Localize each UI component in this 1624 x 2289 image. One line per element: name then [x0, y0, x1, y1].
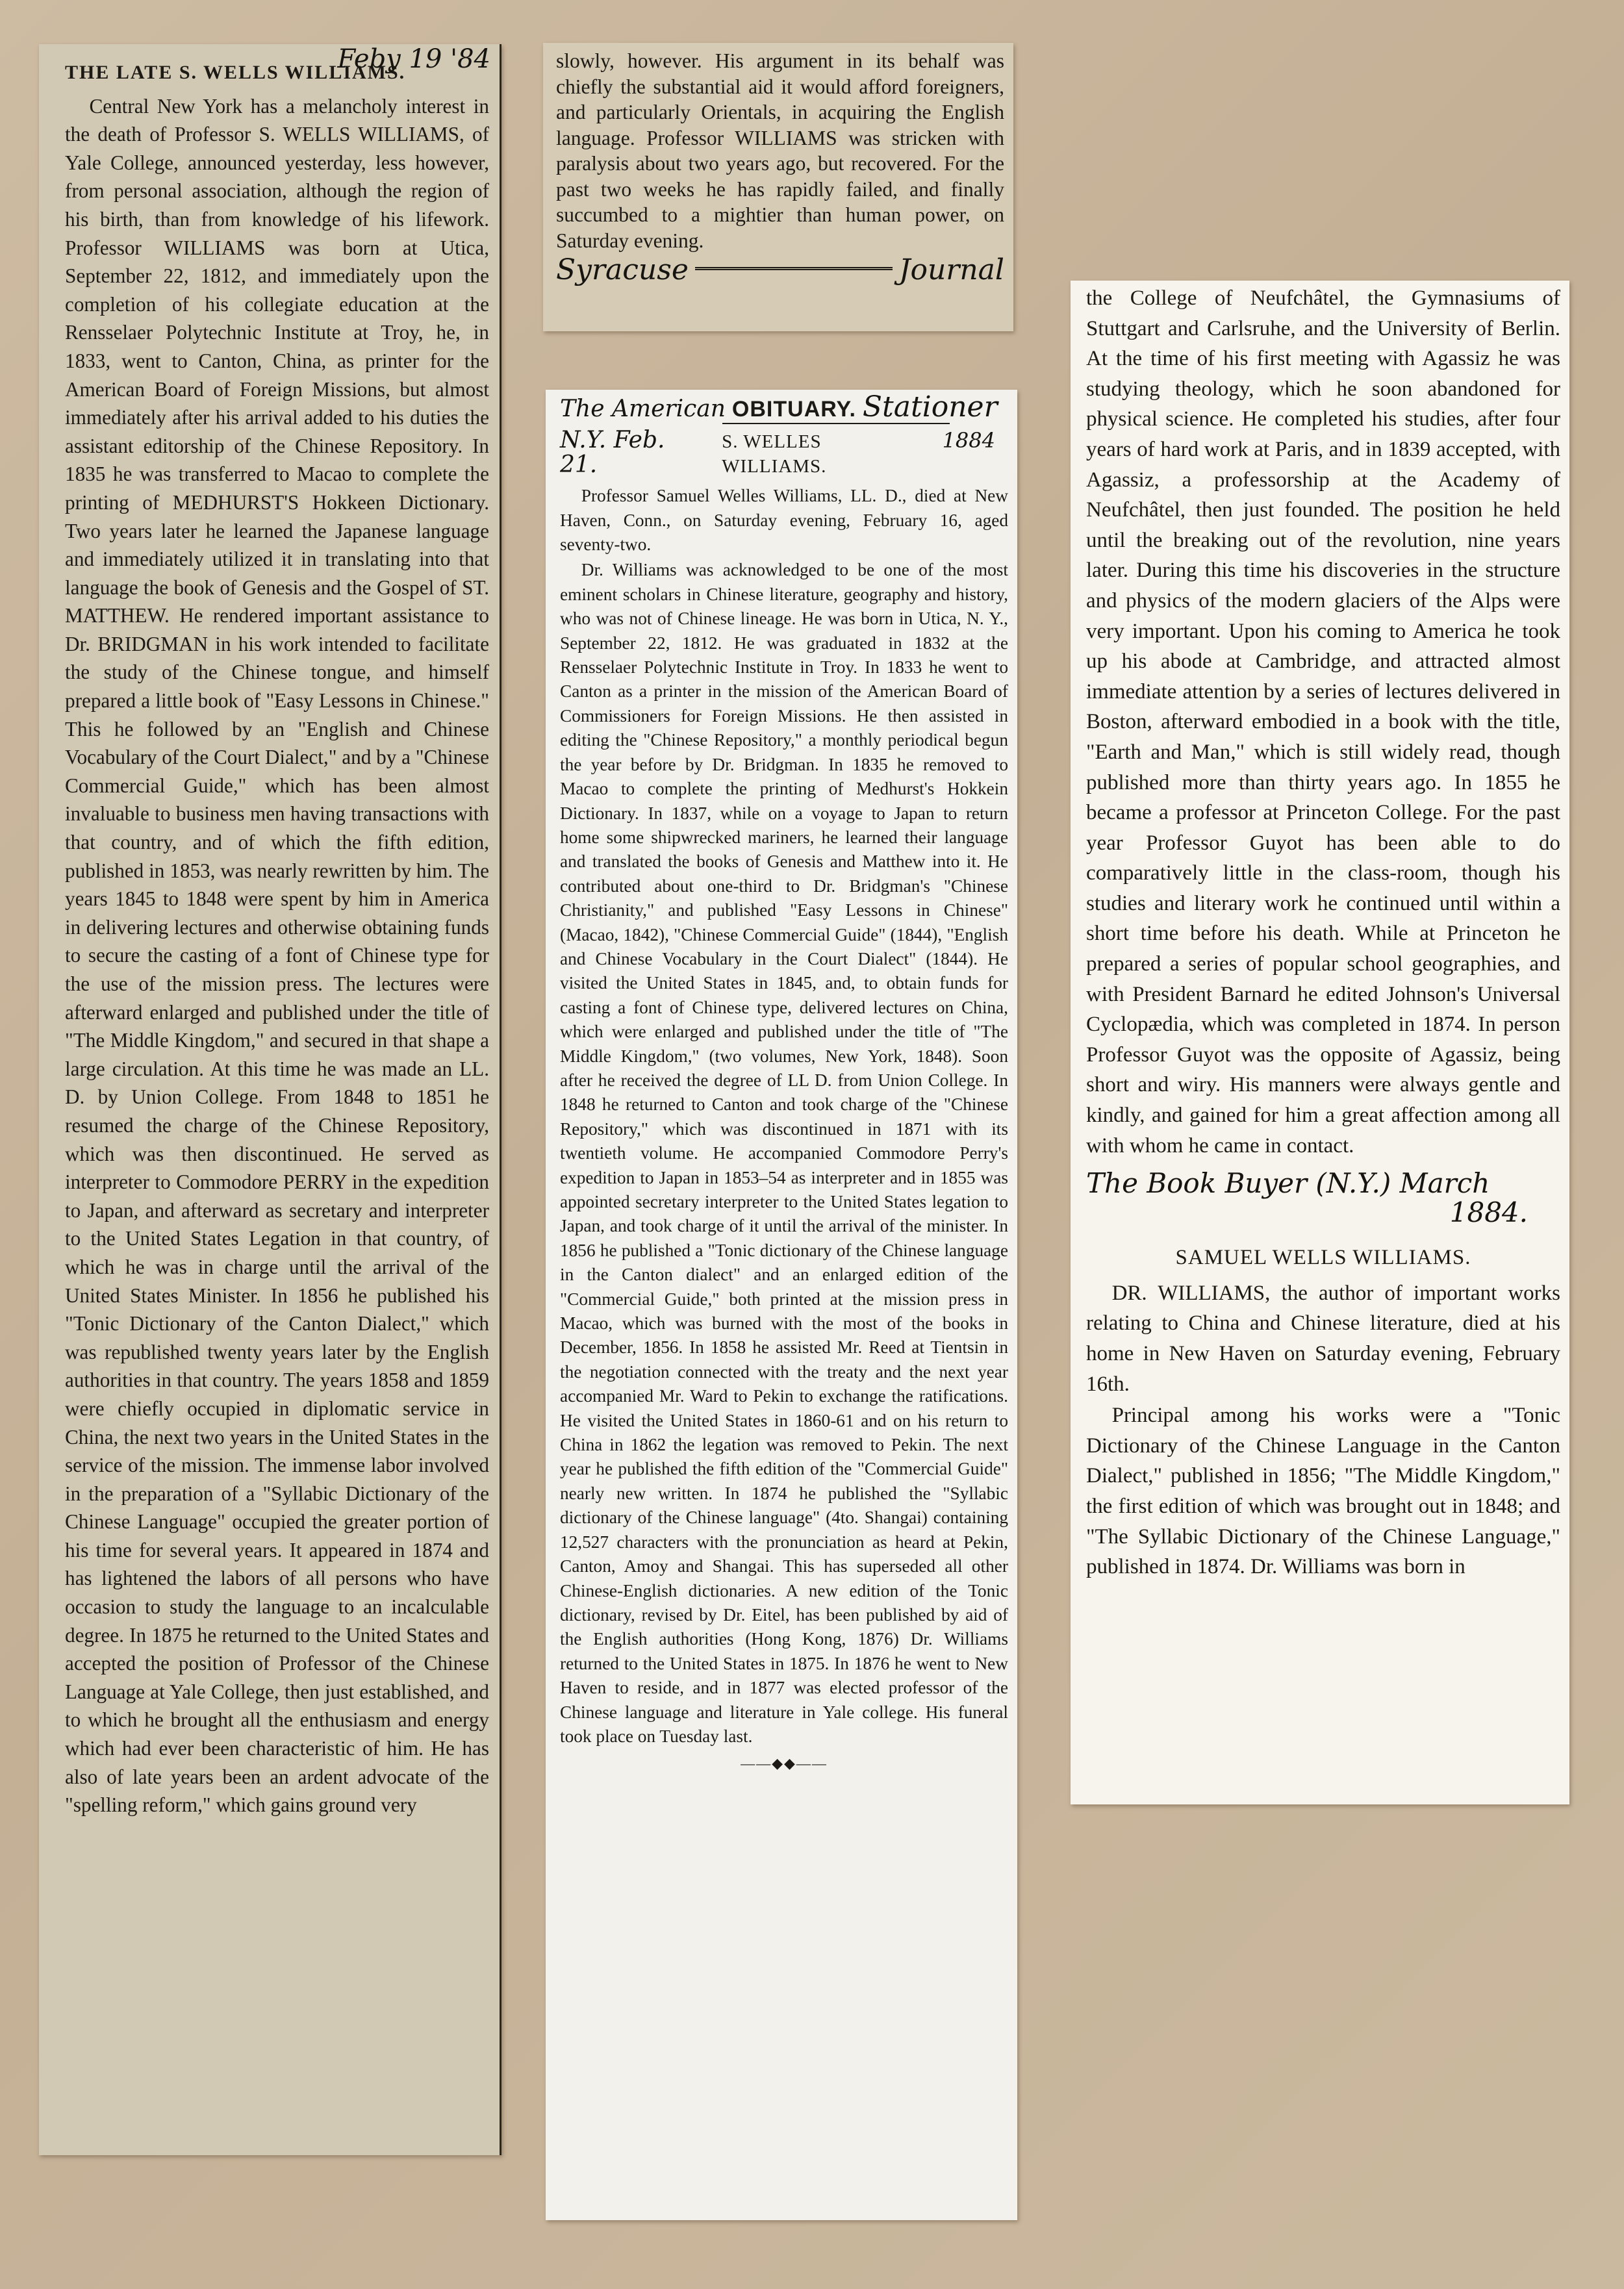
article-paragraph: Central New York has a melancholy interest in the death of Professor S. WELLS WILLIAMS, of Yale College, announced yesterday, less however, from personal association, although the region of his birth, than from knowledge of his lifework. Professor WILLIAMS was born at Utica, September 22, 1812, and immediately upon the completion of his collegiate education at the Rensselaer Polytechnic Institute at Troy, he, in 1833, went to Canton, China, as printer for the American Board of Foreign Missions, but almost immediately after his arrival added to his duties the assistant editorship of the Chinese Repository. In 1835 he was transferred to Macao to complete the printing of MEDHURST'S Hokkeen Dictionary. Two years later he learned the Japanese language and immediately utilized it in translating into that language the book of Genesis and the Gospel of ST. MATTHEW. He rendered important assistance to Dr. BRIDGMAN in his work intended to facilitate the study of the Chinese tongue, and himself prepared a little book of "Easy Lessons in Chinese." This he followed by an "English and Chinese Vocabulary of the Court Dialect," and by a "Chinese Commercial Guide," which has been almost invaluable to business men having transactions with that country, and of which the fifth edition, published in 1853, was nearly rewritten by him. The years 1845 to 1848 were spent by him in America in delivering lectures and otherwise obtaining funds to secure the casting of a font of Chinese type for the use of the mission press. The lectures were afterward enlarged and published under the title of "The Middle Kingdom," and secured in that shape a large circulation. At this time he was made an LL. D. by Union College. From 1848 to 1851 he resumed the charge of the Chinese Repository, which was then discontinued. He served as interpreter to Commodore PERRY in the expedition to Japan, and afterward as secretary and interpreter to the United States Legation in that country, of which he was in charge until the arrival of the United States Minister. In 1856 he published his "Tonic Dictionary of the Canton Dialect," which was republished twenty years later by the English authorities in that country. The years 1858 and 1859 were chiefly occupied in diplomatic service in China, the next two years in the United States in the service of the mission. The immense labor involved in the preparation of a "Syllabic Dictionary of the Chinese Language" occupied the greater portion of his time for several years. It appeared in 1874 and has lightened the labors of all persons who have occasion to study the language to an incalculable degree. In 1875 he returned to the United States and accepted the position of Professor of the Chinese Language at Yale College, then just established, and to which he brought all the enthusiasm and energy which had ever been characteristic of him. He has also of late years been an ardent advocate of the "spelling reform," which gains ground very [65, 94, 489, 1817]
handwritten-source-city: Syracuse [556, 253, 689, 286]
obituary-header [560, 390, 1008, 424]
handwritten-source: The Book Buyer (N.Y.) March [1086, 1167, 1490, 1200]
obituary-subheader [560, 428, 1008, 479]
obituary-clipping [546, 390, 1017, 2220]
article-paragraph [1086, 1278, 1560, 1399]
newspaper-clipping-left [39, 44, 501, 2155]
handwritten-publication-2: Stationer [862, 390, 998, 424]
handwritten-date: Feby 19 '84 [337, 44, 490, 74]
article-paragraph: Principal among his works were a "Tonic Dictionary of the Chinese Language in the Canton Dialect," published in 1856; "The Middle Kingdom," the first edition of which was brought out in 1848; and "The Syllabic Dictionary of the Chinese Language," published in 1874. Dr. Williams was born in [1086, 1404, 1560, 1579]
handwritten-publication: The American [560, 396, 726, 422]
article-title: SAMUEL WELLS WILLIAMS. [1175, 1246, 1471, 1270]
guyot-text: the College of Neufchâtel, the Gymnasiums of Stuttgart and Carlsruhe, and the University of Berlin. At the time of his first meeting with Agassiz he was studying theology, which he soon abandoned for physical science. He completed his studies, after four years of hard work at Paris, and in 1839 accepted, with Agassiz, a professorship at the Academy of Neufchâtel, then just founded. The position he held until the breaking out of the revolution, nine years later. During this time his discoveries in the structure and physics of the modern glaciers of the Alps were very important. Upon his coming to America he took up his abode at Cambridge, and attracted almost immediate attention by a series of lectures delivered in Boston, afterward embodied in a book with the title, "Earth and Man," which is still widely read, though published more than thirty years ago. In 1855 he became a professor at Princeton College. For the past year Professor Guyot has been able to do comparatively little in the class-room, though his studies and literary work he continued until within a short time before his death. While at Princeton he prepared a series of popular school geographies, and with President Barnard he edited Johnson's Universal Cyclopædia, which was completed in 1874. In person Professor Guyot was the opposite of Agassiz, being short and wiry. His manners were always gentle and kindly, and gained for him a great affection among all with whom he came in contact. [1086, 286, 1560, 1157]
handwritten-year: 1884. [1449, 1196, 1528, 1229]
obituary-paragraph: Dr. Williams was acknowledged to be one of the most eminent scholars in Chinese literature, geography and history, who was not of Chinese lineage. He was born in Utica, N. Y., September 22, 1812. He was graduated in 1832 at the Rensselaer Polytechnic Institute in Troy. In 1833 he went to Canton as a printer in the mission of the American Board of Commissioners for Foreign Missions. He then assisted in editing the "Chinese Repository," a monthly periodical begun the year before by Dr. Bridgman. In 1835 he removed to Macao to complete the printing of Medhurst's Hokkein Dictionary. In 1837, while on a voyage to Japan to return home some shipwrecked mariners, he learned their language and translated the books of Genesis and Matthew into it. He contributed about one-third to Dr. Bridgman's "Chinese Christianity," and published "Easy Lessons in Chinese" (Macao, 1842), "Chinese Commercial Guide" (1844), "English and Chinese Vocabulary in the Court Dialect" (1844). He visited the United States in 1845, and, to obtain funds for casting a font of Chinese type, delivered lectures on China, which were enlarged and published under the title of "The Middle Kingdom," (two volumes, New York, 1848). Soon after he received the degree of LL D. from Union College. In 1848 he returned to Canton and took charge of the "Chinese Repository," which was discontinued in 1871 with its twentieth volume. He accompanied Commodore Perry's expedition to Japan in 1853–54 as interpreter and in 1855 was appointed secretary interpreter to the United States legation to Japan, and took charge of it until the arrival of the minister. In 1856 he published a "Tonic dictionary of the Chinese language in the Canton dialect" and an enlarged edition of the "Commercial Guide," both printed at the mission press in Macao, which was burned with the most of the books in December, 1856. In 1858 he assisted Mr. Reed at Tientsin in the negotiation connected with the treaty and the next year accompanied Mr. Ward to Pekin to exchange the ratifications. He visited the United States in 1860-61 and on his return to China in 1862 the legation was removed to Pekin. The next year he published the fifth edition of the "Commercial Guide" nearly new written. In 1874 he published the "Syllabic dictionary of the Chinese language" (4to. Shangai) containing 12,527 characters with the pronunciation as heard at Pekin, Canton, Amoy and Shangai. This has superseded all other Chinese-English dictionaries. A new edition of the Tonic dictionary, revised by Dr. Eitel, has been published by aid of the English authorities (Hong Kong, 1876) Dr. Williams returned to the United States in 1875. In 1876 he went to New Haven to reside, and in 1877 was elected professor of the Chinese language and literature in Yale college. His funeral took place on Tuesday last. [560, 560, 1008, 1746]
paragraph-text: the author of important works relating to China and Chinese literature, died at his home in New Haven on Saturday evening, February 16th. [1086, 1281, 1561, 1396]
newspaper-clipping-continuation [543, 43, 1013, 331]
double-rule [695, 267, 893, 273]
end-ornament: ——◆◆—— [741, 1755, 828, 1772]
magazine-clipping-right [1071, 281, 1569, 1804]
handwritten-source-paper: Journal [898, 253, 1004, 286]
clipping-headline: THE LATE S. WELLS WILLIAMS. [65, 62, 406, 83]
handwritten-year: 1884 [942, 428, 995, 453]
handwritten-date: N.Y. Feb. 21. [560, 427, 665, 478]
obituary-paragraph: Professor Samuel Welles Williams, LL. D., died at New Haven, Conn., on Saturday evening, February 16, aged seventy-two. [560, 486, 1008, 555]
continuation-text: slowly, however. His argument in its behalf was chiefly the substantial aid it would afford foreigners, and particularly Orientals, in acquiring the English language. Professor WILLIAMS was stricken with paralysis about two years ago, but recovered. For the past two weeks he has rapidly failed, and finally succumbed to a mightier than human power, on Saturday evening. [556, 49, 1004, 252]
lead-name: DR. WILLIAMS, [1111, 1281, 1271, 1305]
clipping-body [65, 92, 489, 1819]
obituary-name: S. WELLES WILLIAMS. [722, 431, 827, 477]
section-title: OBITUARY. [731, 397, 856, 422]
source-signature [556, 253, 1004, 286]
obituary-body [560, 484, 1008, 1749]
